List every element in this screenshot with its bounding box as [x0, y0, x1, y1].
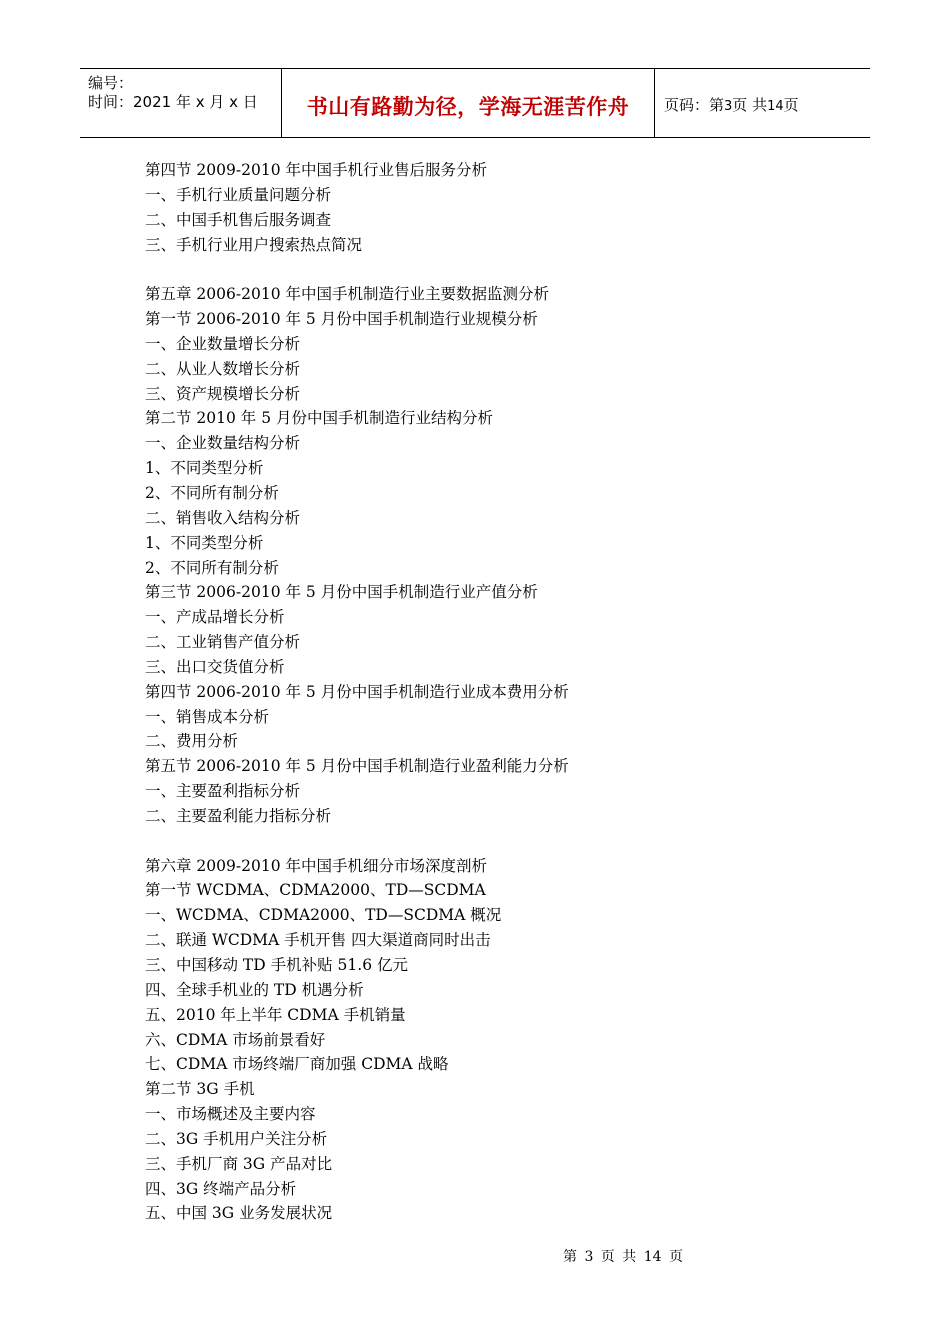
toc-entry: 第一节 2006-2010 年 5 月份中国手机制造行业规模分析	[145, 310, 538, 329]
toc-entry: 三、手机行业用户搜索热点简况	[145, 235, 363, 254]
page-mid: 页 共	[732, 96, 768, 114]
toc-entry: 五、2010 年上半年 CDMA 手机销量	[145, 1005, 406, 1024]
toc-entry: 一、企业数量增长分析	[145, 334, 301, 353]
toc-entry: 第四节 2009-2010 年中国手机行业售后服务分析	[145, 161, 487, 179]
toc-spacer	[145, 829, 845, 854]
toc-entry: 一、市场概述及主要内容	[145, 1105, 316, 1124]
table-of-contents	[145, 158, 845, 1226]
toc-entry: 四、3G 终端产品分析	[145, 1179, 297, 1198]
toc-entry: 1、不同类型分析	[145, 533, 264, 552]
toc-entry: 第二节 3G 手机	[145, 1080, 255, 1099]
toc-entry: 第五章 2006-2010 年中国手机制造行业主要数据监测分析	[145, 285, 549, 304]
document-date: 时间：2021 年 x 月 x 日	[88, 93, 258, 111]
toc-spacer	[145, 257, 845, 282]
toc-entry: 二、联通 WCDMA 手机开售 四大渠道商同时出击	[145, 931, 491, 950]
toc-entry: 2、不同所有制分析	[145, 558, 279, 577]
toc-entry: 第三节 2006-2010 年 5 月份中国手机制造行业产值分析	[145, 583, 538, 602]
toc-entry: 第四节 2006-2010 年 5 月份中国手机制造行业成本费用分析	[145, 682, 569, 701]
toc-entry: 二、中国手机售后服务调查	[145, 210, 332, 229]
toc-entry: 一、主要盈利指标分析	[145, 782, 301, 801]
toc-entry: 第六章 2009-2010 年中国手机细分市场深度剖析	[145, 856, 487, 875]
page-current: 3	[724, 99, 733, 114]
toc-entry: 2、不同所有制分析	[145, 483, 279, 502]
toc-entry: 三、手机厂商 3G 产品对比	[145, 1154, 333, 1173]
page-header	[80, 68, 870, 138]
toc-entry: 七、CDMA 市场终端厂商加强 CDMA 战略	[145, 1055, 449, 1074]
page-footer: 第 3 页 共 14 页	[563, 1249, 683, 1265]
header-meta-cell	[80, 69, 282, 137]
toc-entry: 二、费用分析	[145, 732, 239, 751]
toc-entry: 一、手机行业质量问题分析	[145, 185, 332, 204]
header-motto: 书山有路勤为径，学海无涯苦作舟	[306, 95, 630, 119]
header-page-cell	[655, 69, 870, 137]
header-motto-cell	[282, 69, 655, 137]
document-number-label: 编号：	[88, 74, 134, 92]
toc-entry: 二、3G 手机用户关注分析	[145, 1129, 328, 1148]
toc-entry: 二、销售收入结构分析	[145, 508, 301, 527]
toc-entry: 三、中国移动 TD 手机补贴 51.6 亿元	[145, 956, 408, 974]
toc-entry: 第五节 2006-2010 年 5 月份中国手机制造行业盈利能力分析	[145, 757, 569, 776]
header-page-number	[664, 94, 799, 115]
toc-entry: 一、产成品增长分析	[145, 608, 285, 627]
toc-entry: 三、出口交货值分析	[145, 657, 285, 676]
toc-entry: 六、CDMA 市场前景看好	[145, 1030, 326, 1049]
toc-entry: 三、资产规模增长分析	[145, 384, 301, 403]
page-total: 14	[767, 99, 784, 114]
toc-entry: 第二节 2010 年 5 月份中国手机制造行业结构分析	[145, 409, 494, 428]
page-prefix: 页码：第	[664, 96, 725, 114]
toc-entry: 二、工业销售产值分析	[145, 633, 301, 652]
toc-entry: 一、WCDMA、CDMA2000、TD—SCDMA 概况	[145, 906, 502, 925]
page-suffix: 页	[783, 96, 799, 114]
toc-entry: 一、销售成本分析	[145, 707, 270, 726]
toc-entry: 五、中国 3G 业务发展状况	[145, 1204, 333, 1223]
toc-entry: 第一节 WCDMA、CDMA2000、TD—SCDMA	[145, 881, 486, 900]
toc-entry: 二、从业人数增长分析	[145, 359, 301, 378]
toc-entry: 二、主要盈利能力指标分析	[145, 806, 332, 825]
toc-entry: 1、不同类型分析	[145, 459, 264, 478]
toc-entry: 四、全球手机业的 TD 机遇分析	[145, 980, 364, 999]
toc-entry: 一、企业数量结构分析	[145, 434, 301, 453]
